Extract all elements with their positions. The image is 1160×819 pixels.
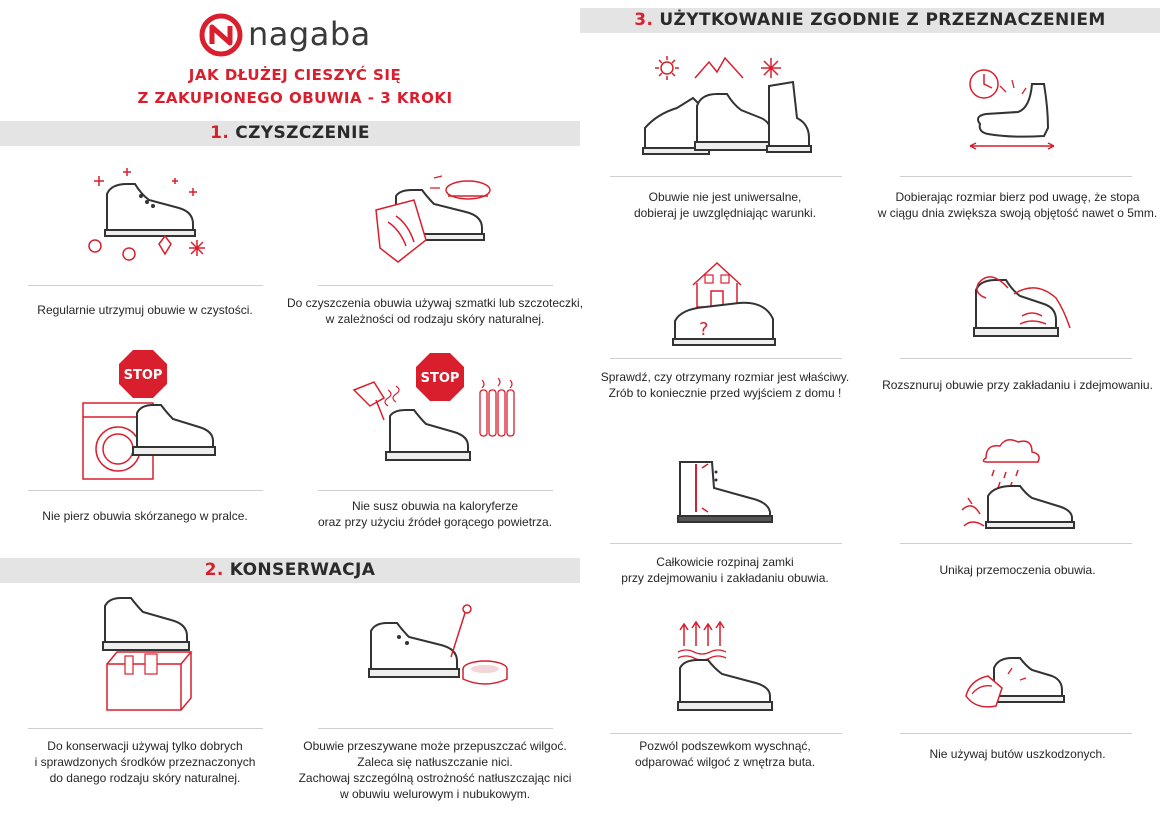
caption-2-1: Do konserwacji używaj tylko dobrych i sprawdzonych środków przeznaczonych do danego rodzaju skóry naturalnej. — [34, 739, 256, 785]
shoe-care-box-icon — [95, 592, 195, 714]
washing-machine-stop-icon — [75, 347, 220, 482]
subtitle-line-1: JAK DŁUŻEJ CIESZYĆ SIĘ — [188, 66, 402, 84]
caption-1-2: Do czyszczenia obuwia używaj szmatki lub szczoteczki, w zależności od rodzaju skóry naturalnej. — [286, 296, 584, 326]
zipper-boot-icon — [672, 458, 777, 524]
section-2-header — [0, 558, 580, 583]
caption-2-2: Obuwie przeszywane może przepuszczać wilgoć. Zaleca się natłuszczanie nici. Zachowaj szczególną ostrożność natłuszczając nici w obuwiu welurowym i nubukowym. — [298, 739, 572, 801]
divider-2-2 — [318, 728, 553, 729]
caption-3-1: Obuwie nie jest uniwersalne, dobieraj je uwzględniając warunki. — [633, 190, 817, 220]
section-2-number: 2. — [204, 560, 224, 580]
caption-3-4: Rozsznuruj obuwie przy zakładaniu i zdejmowaniu. — [882, 378, 1153, 392]
caption-3-6: Unikaj przemoczenia obuwia. — [939, 563, 1096, 577]
caption-3-7: Pozwól podszewkom wyschnąć, odparować wilgoć z wnętrza buta. — [634, 739, 816, 769]
nagaba-logo-icon — [198, 12, 244, 58]
divider-3-1 — [610, 176, 842, 177]
section-3-title: UŻYTKOWANIE ZGODNIE Z PRZEZNACZENIEM — [659, 10, 1106, 30]
stop-sign-label-1: STOP — [123, 368, 163, 383]
dryer-radiator-stop-icon — [350, 350, 525, 468]
shoe-wax-tin-icon — [365, 603, 510, 693]
divider-2-1 — [28, 728, 263, 729]
divider-1-4 — [318, 490, 553, 491]
house-shoe-question-icon — [665, 255, 785, 350]
divider-3-3 — [610, 358, 842, 359]
damaged-shoe-icon — [962, 640, 1067, 715]
caption-1-3: Nie pierz obuwia skórzanego w pralce. — [42, 509, 248, 523]
stop-sign-label-2: STOP — [420, 371, 460, 386]
section-1-number: 1. — [210, 123, 230, 143]
divider-1-2 — [318, 285, 553, 286]
subtitle-line-2: Z ZAKUPIONEGO OBUWIA - 3 KROKI — [137, 89, 453, 107]
caption-3-2: Dobierając rozmiar bierz pod uwagę, że stopa w ciągu dnia zwiększa swoją objętość nawet o 5mm. — [877, 190, 1158, 220]
section-1-title: CZYSZCZENIE — [235, 123, 370, 143]
divider-3-7 — [610, 733, 842, 734]
section-1-header — [0, 121, 580, 146]
caption-3-8: Nie używaj butów uszkodzonych. — [929, 747, 1106, 761]
divider-3-4 — [900, 358, 1132, 359]
divider-3-2 — [900, 176, 1132, 177]
caption-1-4: Nie susz obuwia na kaloryferze oraz przy użyciu źródeł gorącego powietrza. — [317, 499, 553, 529]
rain-splash-shoe-icon — [958, 434, 1083, 534]
weather-shoes-icon — [637, 52, 817, 162]
section-2-title: KONSERWACJA — [229, 560, 376, 580]
divider-3-6 — [900, 543, 1132, 544]
caption-3-3: Sprawdź, czy otrzymany rozmiar jest właściwy. Zrób to koniecznie przed wyjściem z domu ! — [600, 370, 850, 400]
divider-1-1 — [28, 285, 263, 286]
foot-clock-size-icon — [960, 62, 1070, 154]
svg-text:?: ? — [699, 319, 709, 340]
section-3-number: 3. — [634, 10, 654, 30]
divider-3-5 — [610, 543, 842, 544]
brand-logo — [198, 12, 388, 58]
section-3-header — [580, 8, 1160, 33]
caption-1-1: Regularnie utrzymuj obuwie w czystości. — [37, 303, 253, 317]
drying-arrows-shoe-icon — [672, 618, 777, 718]
divider-3-8 — [900, 733, 1132, 734]
cloth-brush-cleaning-icon — [370, 170, 500, 280]
hand-lacing-icon — [960, 258, 1075, 340]
brand-name: nagaba — [248, 15, 371, 53]
sparkling-shoe-icon — [75, 158, 215, 270]
caption-3-5: Całkowicie rozpinaj zamki przy zdejmowaniu i zakładaniu obuwia. — [621, 555, 829, 585]
divider-1-3 — [28, 490, 263, 491]
